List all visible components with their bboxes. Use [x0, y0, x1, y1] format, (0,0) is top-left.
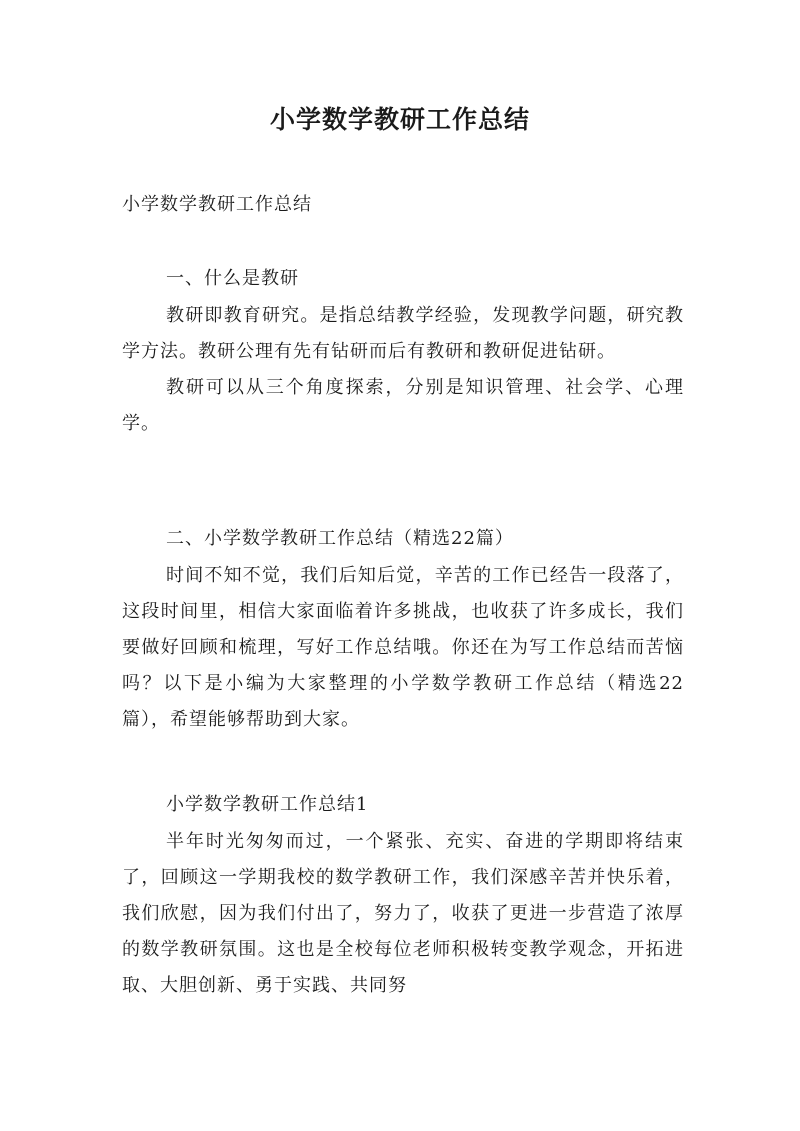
- section-heading: 一、什么是教研: [166, 268, 299, 289]
- paragraph: 半年时光匆匆而过，一个紧张、充实、奋进的学期即将结束了，回顾这一学期我校的数学教研工作，我们深感辛苦并快乐着，我们欣慰，因为我们付出了，努力了，收获了更进一步营造了浓厚的数学教研氛围。这也是全校每位老师积极转变教学观念，开拓进取、大胆创新、勇于实践、共同努: [122, 831, 684, 996]
- document-title: 小学数学教研工作总结: [269, 105, 530, 134]
- section-heading: 二、小学数学教研工作总结（精选22篇）: [166, 528, 514, 549]
- section-summary-collection: [122, 524, 684, 738]
- section-summary-1: [122, 790, 684, 1004]
- paragraph: 教研即教育研究。是指总结教学经验，发现教学问题，研究教学方法。教研公理有先有钻研而后有教研和教研促进钻研。: [122, 305, 684, 362]
- section-heading: 小学数学教研工作总结1: [166, 794, 369, 815]
- paragraph: 教研可以从三个角度探索，分别是知识管理、社会学、心理学。: [122, 377, 684, 434]
- section-what-is-teaching-research: [122, 264, 684, 442]
- document-subtitle: 小学数学教研工作总结: [122, 194, 312, 215]
- paragraph: 时间不知不觉，我们后知后觉，辛苦的工作已经告一段落了，这段时间里，相信大家面临着许多挑战，也收获了许多成长，我们要做好回顾和梳理，写好工作总结哦。你还在为写工作总结而苦恼吗？以下是小编为大家整理的小学数学教研工作总结（精选22篇），希望能够帮助到大家。: [122, 565, 684, 730]
